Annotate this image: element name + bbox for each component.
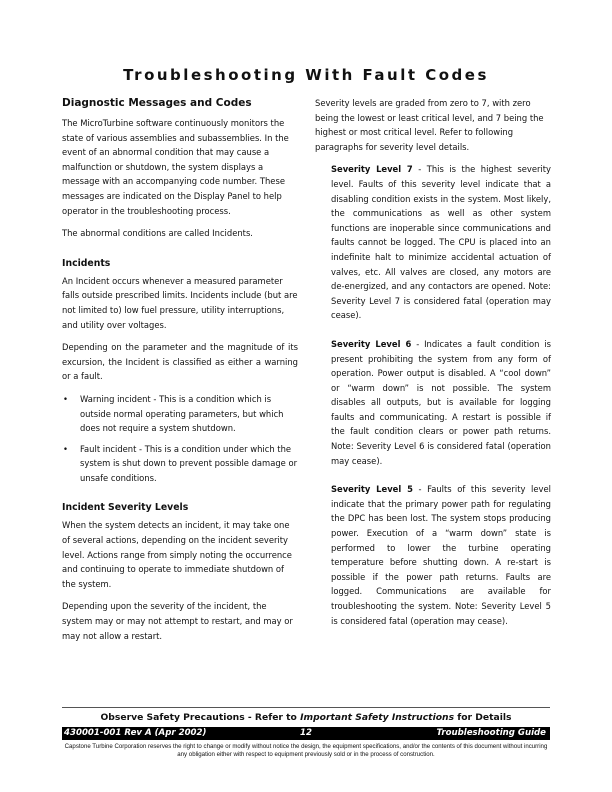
paragraph-severity-2: Depending upon the severity of the incident, the system may or may not attempt to restart, and may or may not allow a restart. <box>62 601 293 641</box>
paragraph-incidents-1: An Incident occurs whenever a measured parameter falls outside prescribed limits. Incidents include (but are not limited to) low fuel pressure, utility interruptions, and utility over voltages. <box>62 275 298 330</box>
severity-level-6 <box>331 337 551 468</box>
severity-level-7 <box>331 162 551 323</box>
section-heading-incidents: Incidents <box>62 257 111 269</box>
severity-level-5 <box>331 482 551 628</box>
footer-divider <box>62 707 550 708</box>
severity-label: Severity Level 7 <box>331 164 413 175</box>
page-number: 12 <box>300 728 312 738</box>
paragraph-incidents-definition: The abnormal conditions are called Incidents. <box>62 228 253 239</box>
document-id: 430001-001 Rev A (Apr 2002) <box>64 728 207 738</box>
list-item-fault <box>62 442 298 486</box>
page-title: Troubleshooting With Fault Codes <box>123 66 489 84</box>
section-heading-severity: Incident Severity Levels <box>62 502 189 514</box>
paragraph-severity-intro: Severity levels are graded from zero to 7, with zero being the lowest or least critical level, and 7 being the highest or most critical level. Refer to following paragraphs for severity level details. <box>315 98 544 152</box>
legal-notice: Capstone Turbine Corporation reserves the right to change or modify without notice the design, the equipment specifications, and/or the contents of this document without incurring any obligation either with respect to equipment previously sold or in the process of construction. <box>64 743 548 758</box>
severity-text: - Faults of this severity level indicate that the primary power path for regulating the DPC has been lost. The system stops producing power. Execution of a “warm down” state is performed to lower the turbine operating temperature before shutting down. A re-start is possible if the power path returns. Faults are logged. Communications are available for troubleshooting the system. Note: Severity Level 5 is considered fatal (operation may cease). <box>331 484 551 626</box>
list-item-text: Fault incident - This is a condition under which the system is shut down to prevent possible damage or unsafe conditions. <box>80 443 298 483</box>
guide-title: Troubleshooting Guide <box>436 728 546 738</box>
right-column <box>315 96 551 642</box>
paragraph-monitoring: The MicroTurbine software continuously monitors the state of various assemblies and subassemblies. In the event of an abnormal condition that may cause a malfunction or shutdown, the system displays a message with an accompanying code number. These messages are indicated on the Display Panel to help operator in the troubleshooting process. <box>62 118 289 216</box>
footer-safety-notice <box>62 712 550 723</box>
safety-suffix: for Details <box>454 712 512 723</box>
severity-text: - This is the highest severity level. Faults of this severity level indicate that a disabling condition exists in the system. Most likely, the communications as well as other system functions are inoperable since communications and faults cannot be logged. The CPU is placed into an indefinite halt to minimize accidental actuation of valves, etc. All valves are closed, any motors are de-energized, and any contactors are opened. Note: Severity Level 7 is considered fatal (operation may cease). <box>331 164 551 321</box>
footer-bar <box>62 727 550 740</box>
safety-prefix: Observe Safety Precautions - Refer to <box>100 712 301 723</box>
severity-label: Severity Level 5 <box>331 484 413 495</box>
list-item-warning <box>62 392 298 436</box>
section-heading-diagnostic: Diagnostic Messages and Codes <box>62 97 252 109</box>
bullet-icon: • <box>63 393 68 404</box>
list-item-text: Warning incident - This is a condition which is outside normal operating parameters, but which does not require a system shutdown. <box>80 393 284 434</box>
safety-reference: Important Safety Instructions <box>300 712 455 723</box>
severity-text: - Indicates a fault condition is present prohibiting the system from any form of operation. Power output is disabled. A “cool down” or “warm down” is not possible. The system disables all outputs, but is available for logging faults and communicating. A restart is possible if the fault condition clears or power path returns. Note: Severity Level 6 is considered fatal (operation may cease). <box>331 338 551 466</box>
paragraph-severity-1: When the system detects an incident, it may take one of several actions, depending on the incident severity level. Actions range from simply noting the occurrence and continuing to operate to immediate shutdown of the system. <box>62 520 292 589</box>
bullet-icon: • <box>63 443 68 454</box>
severity-label: Severity Level 6 <box>331 338 412 349</box>
left-column <box>62 96 298 651</box>
paragraph-incidents-2: Depending on the parameter and the magnitude of its excursion, the Incident is classified as either a warning or a fault. <box>62 342 298 382</box>
incident-type-list <box>62 392 298 486</box>
